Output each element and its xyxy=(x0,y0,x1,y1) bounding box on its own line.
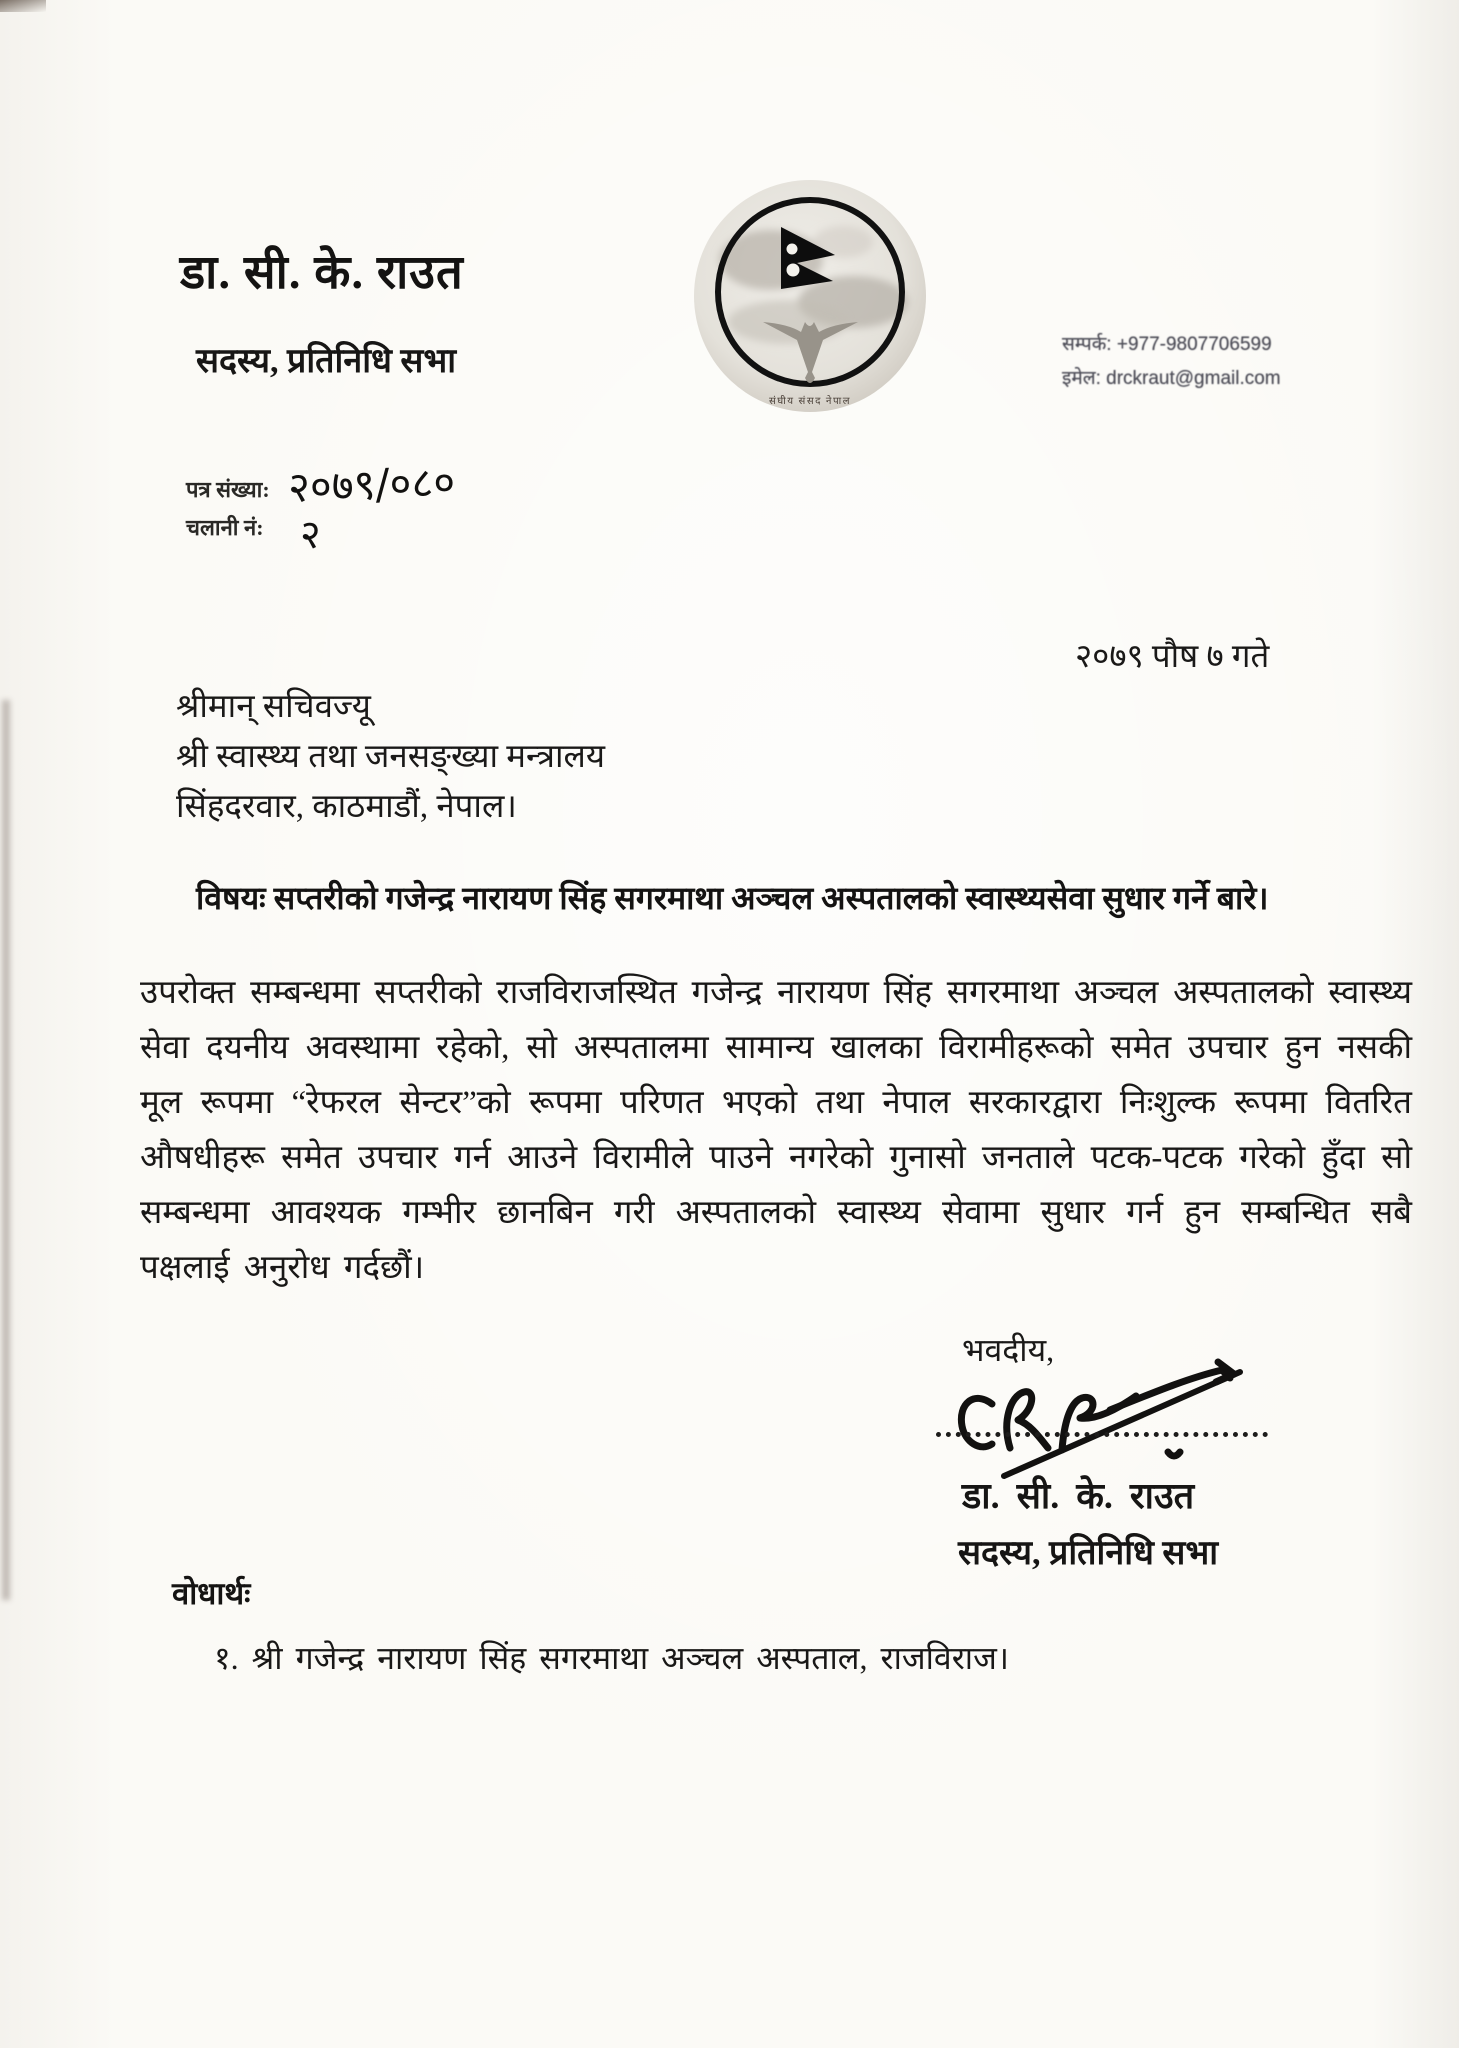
signature-handwriting xyxy=(940,1352,1290,1482)
valediction: भवदीय, xyxy=(962,1332,1055,1368)
signatory-name: डा. सी. के. राउत xyxy=(962,1476,1195,1516)
parliament-emblem-icon xyxy=(693,172,927,424)
letter-date: २०७९ पौष ७ गते xyxy=(1075,639,1270,675)
recipient-ministry: श्री स्वास्थ्य तथा जनसङ्ख्या मन्त्रालय xyxy=(176,739,605,775)
letter-number-value-handwritten: २०७९/०८० xyxy=(287,457,456,512)
cc-label: वोधार्थः xyxy=(172,1576,251,1611)
signatory-title: सदस्य, प्रतिनिधि सभा xyxy=(958,1535,1219,1572)
contact-email: इमेल: drckraut@gmail.com xyxy=(1062,368,1281,389)
contact-phone: सम्पर्क: +977-9807706599 xyxy=(1062,334,1272,355)
cc-item: १. श्री गजेन्द्र नारायण सिंह सगरमाथा अञ्चल अस्पताल, राजविराज। xyxy=(214,1640,1009,1676)
emblem-caption: संघीय संसद नेपाल xyxy=(769,396,851,407)
recipient-block xyxy=(176,682,605,832)
letterhead-title: सदस्य, प्रतिनिधि सभा xyxy=(196,343,457,380)
subject-line: विषयः सप्तरीको गजेन्द्र नारायण सिंह सगरमाथा अञ्चल अस्पतालको स्वास्थ्यसेवा सुधार गर्ने बारे। xyxy=(196,880,1269,916)
contact-block xyxy=(1062,328,1402,396)
recipient-address: सिंहदरवार, काठमाडौं, नेपाल। xyxy=(176,789,517,825)
dispatch-number-label: चलानी नं: xyxy=(186,515,264,540)
recipient-salutation: श्रीमान् सचिवज्यू xyxy=(176,689,371,725)
scan-smudge xyxy=(2,700,10,1600)
letter-body: उपरोक्त सम्बन्धमा सप्तरीको राजविराजस्थित गजेन्द्र नारायण सिंह सगरमाथा अञ्चल अस्पतालको स्वास्थ्य सेवा दयनीय अवस्थामा रहेको, सो अस्पतालमा सामान्य खालका विरामीहरूको समेत उपचार हुन नसकी मूल रूपमा “रेफरल सेन्टर”को रूपमा परिणत भएको तथा नेपाल सरकारद्वारा निःशुल्क रूपमा वितरित औषधीहरू समेत उपचार गर्न आउने विरामीले पाउने नगरेको गुनासो जनताले पटक-पटक गरेको हुँदा सो सम्बन्धमा आवश्यक गम्भीर छानबिन गरी अस्पतालको स्वास्थ्य सेवामा सुधार गर्न हुन सम्बन्धित सबै पक्षलाई अनुरोध गर्दछौं। xyxy=(140,975,1412,1286)
dispatch-number-value-handwritten: २ xyxy=(299,511,322,559)
scan-edge-top-corner xyxy=(0,0,46,12)
signature-dotted-line xyxy=(936,1432,1268,1437)
letter-number-label: पत्र संख्या: xyxy=(186,477,270,502)
letterhead-name: डा. सी. के. राउत xyxy=(180,247,464,299)
